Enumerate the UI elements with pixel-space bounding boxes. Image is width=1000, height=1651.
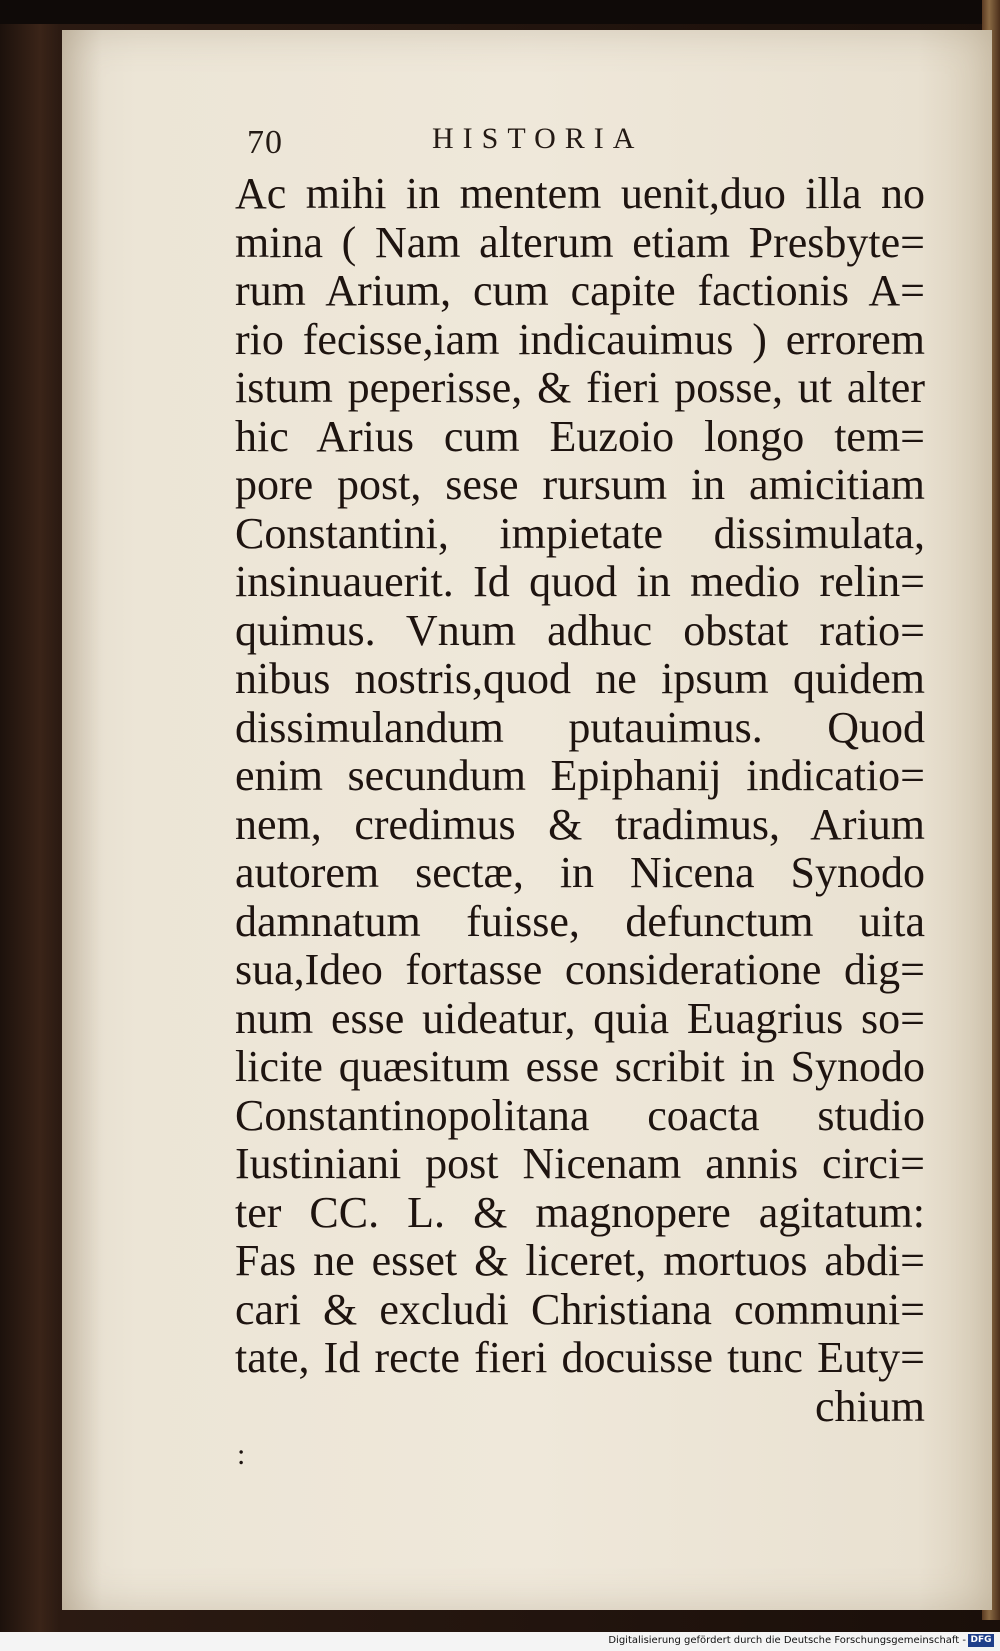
text-line: dissimulandum putauimus. Quod (235, 703, 925, 752)
text-line: tate, Id recte fieri docuisse tunc Euty= (235, 1334, 925, 1382)
page-header (247, 122, 787, 172)
text-line: enim secundum Epiphanij indicatio= (235, 752, 925, 800)
text-line: hic Arius cum Euzoio longo tem= (235, 412, 925, 461)
page-number: 70 (247, 124, 283, 161)
text-line: Constantinopolitana coacta studio (235, 1091, 925, 1140)
funding-note: Digitalisierung gefördert durch die Deutsche Forschungsgemeinschaft - (608, 1635, 966, 1646)
text-line: Constantini, impietate dissimulata, (235, 509, 925, 558)
text-line: nibus nostris,quod ne ipsum quidem (235, 655, 925, 703)
text-line: rio fecisse,iam indicauimus ) errorem (235, 315, 925, 364)
running-head: HISTORIA (432, 122, 644, 155)
text-line: cari & excludi Christiana communi= (235, 1285, 925, 1334)
text-line: pore post, sese rursum in amicitiam (235, 461, 925, 509)
text-line: rum Arium, cum capite factionis A= (235, 267, 925, 315)
text-line: Fas ne esset & liceret, mortuos abdi= (235, 1237, 925, 1285)
signature-mark: : (237, 1438, 246, 1471)
book-page (62, 30, 992, 1610)
catchword: chium (815, 1382, 925, 1431)
text-line: damnatum fuisse, defunctum uita (235, 897, 925, 946)
text-line: mina ( Nam alterum etiam Presbyte= (235, 218, 925, 267)
text-line: ter CC. L. & magnopere agitatum: (235, 1188, 925, 1237)
text-line: autorem sectæ, in Nicena Synodo (235, 849, 925, 897)
text-line: insinuauerit. Id quod in medio relin= (235, 558, 925, 606)
text-line: num esse uideatur, quia Euagrius so= (235, 994, 925, 1043)
text-line: istum peperisse, & fieri posse, ut alter (235, 364, 925, 412)
text-line: licite quæsitum esse scribit in Synodo (235, 1043, 925, 1091)
page-gutter-shadow (62, 30, 102, 1610)
text-line: sua,Ideo fortasse consideratione dig= (235, 946, 925, 994)
text-line: Iustiniani post Nicenam annis circi= (235, 1140, 925, 1188)
text-line: nem, credimus & tradimus, Arium (235, 800, 925, 849)
body-text (235, 170, 925, 1431)
text-line: quimus. Vnum adhuc obstat ratio= (235, 606, 925, 655)
scan-top-edge (0, 0, 1000, 24)
dfg-logo: DFG (968, 1634, 994, 1647)
text-line: Ac mihi in mentem uenit,duo illa no (235, 170, 925, 218)
